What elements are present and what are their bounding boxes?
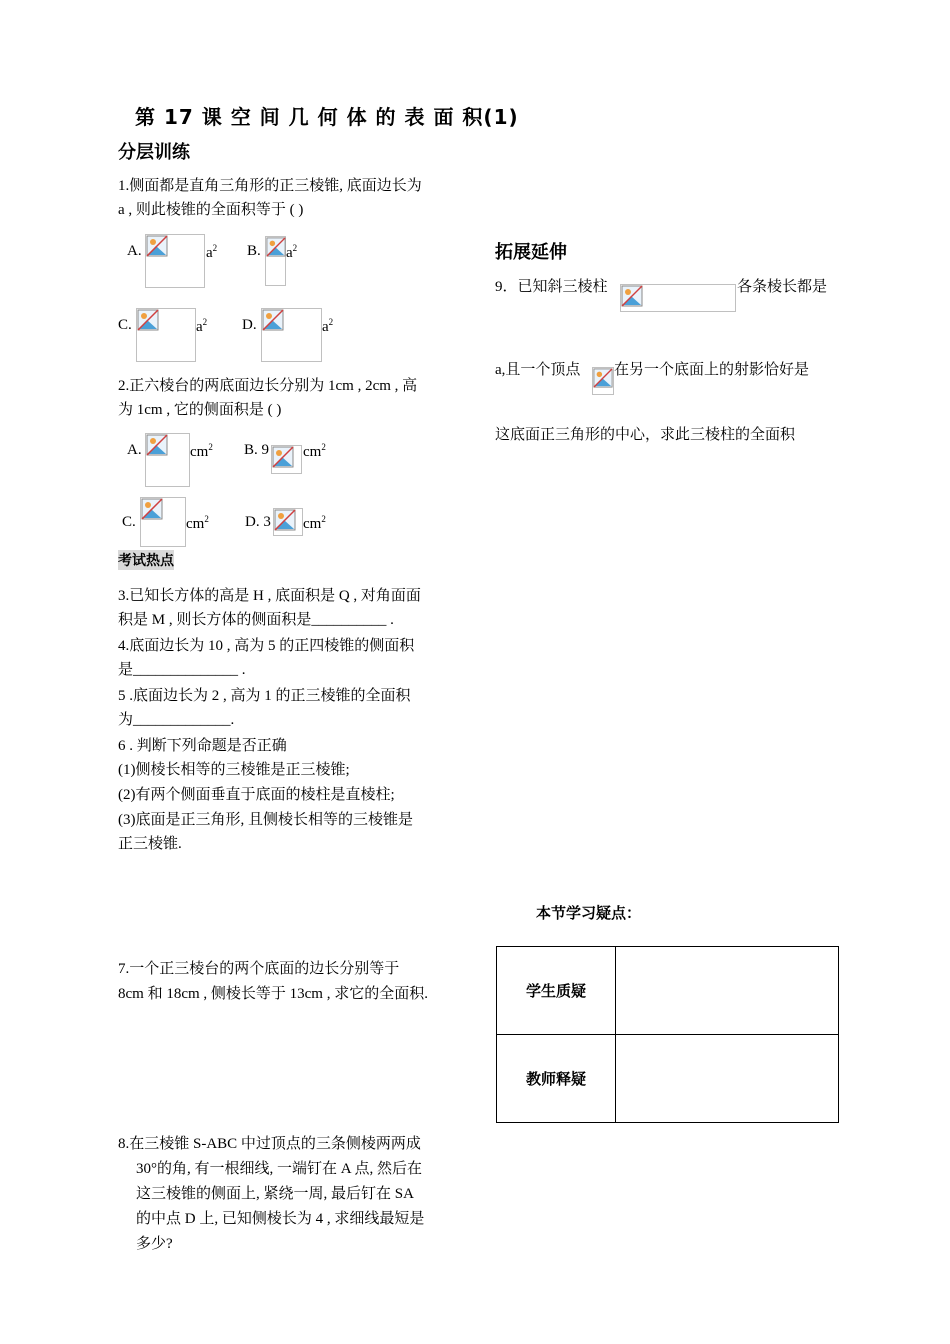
q2-line1: 2.正六棱台的两底面边长分别为 1cm , 2cm , 高	[118, 378, 418, 394]
q3-line1: 3.已知长方体的高是 H , 底面积是 Q , 对角面面	[118, 588, 421, 604]
section-extend-heading: 拓展延伸	[495, 242, 567, 263]
q9-line2-end: 在另一个底面上的射影恰好是	[614, 362, 810, 378]
doubts-row-teacher	[497, 1035, 839, 1123]
q7-line2: 8cm 和 18cm , 侧棱长等于 13cm , 求它的全面积.	[118, 986, 428, 1002]
q1-option-b-formula-image	[265, 236, 286, 286]
q2-option-d-formula-image	[273, 508, 303, 536]
q4-line1: 4.底面边长为 10 , 高为 5 的正四棱锥的侧面积	[118, 638, 415, 654]
q6-line3: (2)有两个侧面垂直于底面的棱柱是直棱柱;	[118, 787, 395, 803]
student-answer-cell[interactable]	[616, 947, 839, 1035]
q9-line2-start: a,且一个顶点	[495, 362, 581, 378]
q2-option-d-label: D. 3	[245, 514, 271, 530]
q1-option-c-label: C.	[118, 317, 132, 333]
q2-option-b-label: B. 9	[244, 442, 270, 458]
q1-option-d-formula-image	[261, 308, 322, 362]
q8-line3: 这三棱锥的侧面上, 紧绕一周, 最后钉在 SA	[136, 1186, 414, 1202]
q2-line2: 为 1cm , 它的侧面积是 ( )	[118, 402, 282, 418]
q1-option-b-unit: $a^2$	[286, 243, 298, 261]
q1-option-c-unit: $a^2$	[196, 317, 208, 335]
q9-line3: 这底面正三角形的中心，求此三棱柱的全面积	[495, 427, 796, 443]
q9-line1-start: 9．已知斜三棱柱	[495, 279, 608, 295]
q1-option-d-label: D.	[242, 317, 257, 333]
q4-line2: 是______________ .	[118, 662, 246, 678]
teacher-answer-cell[interactable]	[616, 1035, 839, 1123]
q6-line5: 正三棱锥.	[118, 836, 182, 852]
q2-option-c-unit: $cm^2$	[186, 514, 209, 532]
q2-option-c-formula-image	[140, 497, 186, 547]
q5-line1: 5 .底面边长为 2 , 高为 1 的正三棱锥的全面积	[118, 688, 411, 704]
q1-option-b-label: B.	[247, 243, 261, 259]
q2-option-b-unit: $cm^2$	[303, 442, 326, 460]
q7-line1: 7.一个正三棱台的两个底面的边长分别等于	[118, 961, 400, 977]
section-exam-heading: 考试热点	[118, 550, 174, 570]
q5-line2: 为_____________.	[118, 712, 235, 728]
q6-line4: (3)底面是正三角形, 且侧棱长相等的三棱锥是	[118, 812, 413, 828]
section-training-heading: 分层训练	[118, 142, 190, 163]
q8-line5: 多少?	[136, 1236, 173, 1252]
q2-option-d-unit: $cm^2$	[303, 514, 326, 532]
q2-option-b-formula-image	[271, 445, 302, 474]
q6-line2: (1)侧棱长相等的三棱锥是正三棱锥;	[118, 762, 350, 778]
teacher-label-cell	[497, 1035, 616, 1123]
q2-option-c-label: C.	[122, 514, 136, 530]
q1-option-c-formula-image	[136, 308, 196, 362]
q1-line1: 1.侧面都是直角三角形的正三棱锥, 底面边长为	[118, 178, 422, 194]
q2-option-a-formula-image	[145, 433, 190, 487]
student-label-cell	[497, 947, 616, 1035]
doubts-row-student	[497, 947, 839, 1035]
q1-option-a-label: A.	[127, 243, 142, 259]
q9-line1-end: 各条棱长都是	[737, 279, 828, 295]
q1-option-a-unit: $a^2$	[206, 243, 218, 261]
q3-line2: 积是 M , 则长方体的侧面积是__________ .	[118, 612, 394, 628]
doubts-table	[496, 946, 839, 1123]
student-label: 学生质疑	[525, 982, 586, 1000]
doubts-heading: 本节学习疑点：	[536, 904, 642, 922]
q2-option-a-unit: $cm^2$	[190, 442, 213, 460]
q9-prism-formula-image	[620, 284, 736, 312]
q8-line2: 30°的角, 有一根细线, 一端钉在 A 点, 然后在	[136, 1161, 423, 1177]
page-title: 第 17 课 空 间 几 何 体 的 表 面 积(1)	[135, 105, 519, 129]
q9-vertex-formula-image	[592, 367, 614, 395]
q2-option-a-label: A.	[127, 442, 142, 458]
q8-line4: 的中点 D 上, 已知侧棱长为 4 , 求细线最短是	[136, 1211, 425, 1227]
teacher-label: 教师释疑	[525, 1070, 586, 1088]
q1-option-a-formula-image	[145, 234, 205, 288]
q6-line1: 6 . 判断下列命题是否正确	[118, 738, 287, 754]
q1-line2: a , 则此棱锥的全面积等于 ( )	[118, 202, 304, 218]
q8-line1: 8.在三棱锥 S-ABC 中过顶点的三条侧棱两两成	[118, 1136, 421, 1152]
q1-option-d-unit: $a^2$	[322, 317, 334, 335]
